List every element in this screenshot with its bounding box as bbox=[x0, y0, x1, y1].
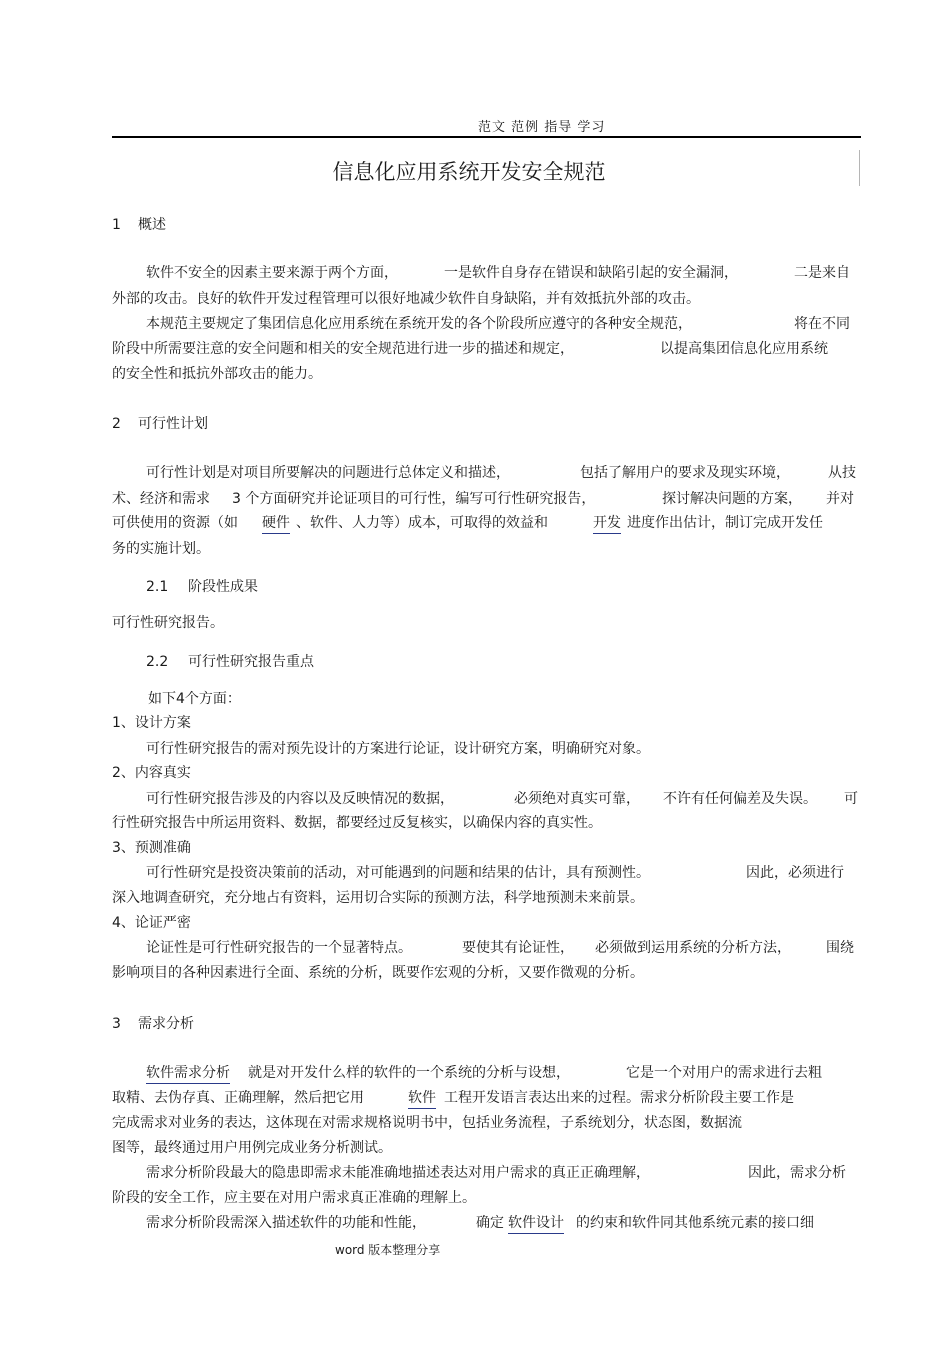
para-line: 可行性研究是投资决策前的活动，对可能遇到的问题和结果的估计，具有预测性。 bbox=[146, 865, 650, 881]
list-item-head: 1、设计方案 bbox=[112, 715, 191, 731]
list-item-head: 4、论证严密 bbox=[112, 915, 191, 931]
para-line: 以提高集团信息化应用系统 bbox=[660, 341, 828, 357]
para-line: 围绕 bbox=[826, 940, 854, 956]
para-line: 需求分析阶段需深入描述软件的功能和性能， bbox=[146, 1215, 426, 1231]
para-line: 工程开发语言表达出来的过程。需求分析阶段主要工作是 bbox=[444, 1090, 794, 1106]
section-heading bbox=[112, 214, 166, 234]
hyperlink-software[interactable]: 软件 bbox=[408, 1087, 436, 1109]
hyperlink-software-design[interactable]: 软件设计 bbox=[508, 1212, 564, 1234]
para-line: 必须绝对真实可靠， bbox=[514, 791, 640, 807]
subsection-heading bbox=[146, 576, 258, 596]
para-line: 论证性是可行性研究报告的一个显著特点。 bbox=[146, 940, 412, 956]
list-item-head: 2、内容真实 bbox=[112, 765, 191, 781]
para-line: 就是对开发什么样的软件的一个系统的分析与设想， bbox=[248, 1065, 570, 1081]
para-line: 行性研究报告中所运用资料、数据，都要经过反复核实，以确保内容的真实性。 bbox=[112, 815, 602, 831]
para-line: 从技 bbox=[828, 465, 856, 481]
document-title: 信息化应用系统开发安全规范 bbox=[332, 160, 606, 184]
para-line: 进度作出估计，制订完成开发任 bbox=[627, 515, 823, 531]
para-line: 本规范主要规定了集团信息化应用系统在系统开发的各个阶段所应遵守的各种安全规范， bbox=[146, 316, 692, 332]
para-line: 阶段中所需要注意的安全问题和相关的安全规范进行进一步的描述和规定， bbox=[112, 341, 574, 357]
section-number: 1 bbox=[112, 217, 121, 233]
section-number: 2 bbox=[112, 416, 121, 432]
para-line: 可行性研究报告。 bbox=[112, 615, 224, 631]
para-line: 图等，最终通过用户用例完成业务分析测试。 bbox=[112, 1140, 392, 1156]
para-line: 深入地调查研究，充分地占有资料，运用切合实际的预测方法，科学地预测未来前景。 bbox=[112, 890, 644, 906]
subsection-title: 可行性研究报告重点 bbox=[188, 654, 314, 670]
para-line: 因此，必须进行 bbox=[746, 865, 844, 881]
para-line: 包括了解用户的要求及现实环境， bbox=[580, 465, 790, 481]
para-line: 阶段的安全工作，应主要在对用户需求真正准确的理解上。 bbox=[112, 1190, 476, 1206]
para-line: 的安全性和抵抗外部攻击的能力。 bbox=[112, 366, 322, 382]
para-line: 完成需求对业务的表达，这体现在对需求规格说明书中，包括业务流程，子系统划分，状态图，数据流 bbox=[112, 1115, 742, 1131]
para-line: 务的实施计划。 bbox=[112, 541, 210, 557]
para-line: 可供使用的资源（如 bbox=[112, 515, 238, 531]
page-footer: word 版本整理分享 bbox=[335, 1243, 441, 1257]
para-line: 可行性研究报告的需对预先设计的方案进行论证，设计研究方案，明确研究对象。 bbox=[146, 741, 650, 757]
para-line: 软件不安全的因素主要来源于两个方面， bbox=[146, 265, 398, 281]
list-item-head: 3、预测准确 bbox=[112, 840, 191, 856]
section-title: 需求分析 bbox=[138, 1016, 194, 1032]
subsection-number: 2.2 bbox=[146, 654, 169, 670]
para-line: 因此，需求分析 bbox=[748, 1165, 846, 1181]
para-line: 可 bbox=[844, 791, 858, 807]
hyperlink-requirements-analysis[interactable]: 软件需求分析 bbox=[146, 1062, 230, 1084]
para-line: 它是一个对用户的需求进行去粗 bbox=[626, 1065, 822, 1081]
para-line: 探讨解决问题的方案， bbox=[662, 491, 802, 507]
para-line: 并对 bbox=[826, 491, 854, 507]
para-line: 需求分析阶段最大的隐患即需求未能准确地描述表达对用户需求的真正正确理解， bbox=[146, 1165, 650, 1181]
para-line: 必须做到运用系统的分析方法， bbox=[595, 940, 791, 956]
para-line: 外部的攻击。良好的软件开发过程管理可以很好地减少软件自身缺陷，并有效抵抗外部的攻击。 bbox=[112, 291, 700, 307]
subsection-heading bbox=[146, 651, 314, 671]
para-line: 不许有任何偏差及失误。 bbox=[663, 791, 817, 807]
para-line: 的约束和软件同其他系统元素的接口细 bbox=[576, 1215, 814, 1231]
section-heading bbox=[112, 413, 208, 433]
para-line: 术、经济和需求 bbox=[112, 491, 210, 507]
para-line: 要使其有论证性， bbox=[462, 940, 574, 956]
page-header: 范文 范例 指导 学习 bbox=[478, 120, 606, 135]
para-line: 一是软件自身存在错误和缺陷引起的安全漏洞， bbox=[444, 265, 738, 281]
section-heading bbox=[112, 1013, 194, 1033]
para-line: 二是来自 bbox=[794, 265, 850, 281]
para-line: 确定 bbox=[476, 1215, 504, 1231]
para-line: 可行性计划是对项目所要解决的问题进行总体定义和描述， bbox=[146, 465, 510, 481]
para-line: 3 个方面研究并论证项目的可行性，编写可行性研究报告， bbox=[232, 491, 596, 507]
para-line: 影响项目的各种因素进行全面、系统的分析，既要作宏观的分析，又要作微观的分析。 bbox=[112, 965, 644, 981]
para-line: 、软件、人力等）成本，可取得的效益和 bbox=[296, 515, 548, 531]
para-line: 取精、去伪存真、正确理解，然后把它用 bbox=[112, 1090, 364, 1106]
section-title: 概述 bbox=[138, 217, 166, 233]
subsection-number: 2.1 bbox=[146, 579, 169, 595]
section-title: 可行性计划 bbox=[138, 416, 208, 432]
para-line: 如下4个方面： bbox=[148, 691, 241, 707]
section-number: 3 bbox=[112, 1016, 121, 1032]
hyperlink-development[interactable]: 开发 bbox=[593, 512, 621, 534]
subsection-title: 阶段性成果 bbox=[188, 579, 258, 595]
para-line: 将在不同 bbox=[794, 316, 850, 332]
header-rule bbox=[112, 136, 861, 138]
para-line: 可行性研究报告涉及的内容以及反映情况的数据， bbox=[146, 791, 454, 807]
hyperlink-hardware[interactable]: 硬件 bbox=[262, 512, 290, 534]
